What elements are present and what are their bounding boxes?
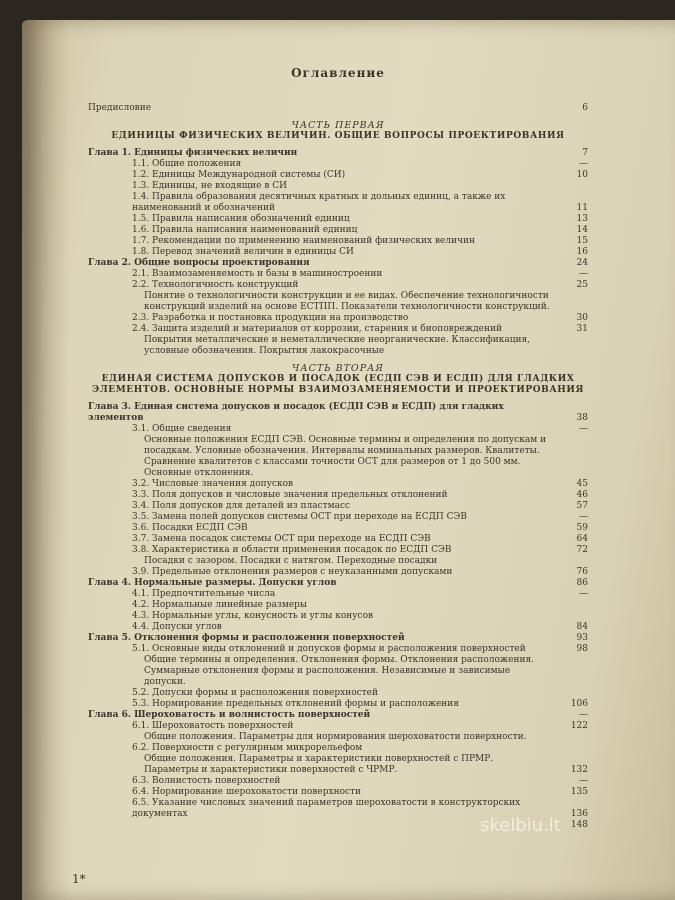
toc-entry-text: 6.1. Шероховатость поверхностей xyxy=(132,721,294,731)
toc-row-sec xyxy=(88,479,588,490)
toc-row-chapter xyxy=(88,402,588,424)
toc-row-sec xyxy=(88,787,588,798)
toc-entry-text: 1.3. Единицы, не входящие в СИ xyxy=(132,181,287,191)
toc-entry-text: Глава 6. Шероховатость и волнистость поверхностей xyxy=(88,710,371,720)
toc-row-sec xyxy=(88,699,588,710)
toc-row-sec xyxy=(88,181,588,192)
toc-entry-text: 3.8. Характеристика и области применения посадок по ЕСДП СЭВ xyxy=(132,545,452,555)
toc-entry-text: 6.4. Нормирование шероховатости поверхности xyxy=(132,787,362,797)
toc-entry-page: 84 xyxy=(576,622,588,632)
toc-entry-text: 1.1. Общие положения xyxy=(132,159,242,169)
toc-row-sec xyxy=(88,743,588,754)
toc-entry-text: 1.6. Правила написания наименований единиц xyxy=(132,225,358,235)
toc-entry-page: — xyxy=(579,710,588,720)
toc-row-sec xyxy=(88,225,588,236)
toc-row-sub xyxy=(88,435,588,479)
toc-row-chapter xyxy=(88,578,588,589)
toc-entry-text: Глава 4. Нормальные размеры. Допуски углов xyxy=(88,578,337,588)
toc-row-sub xyxy=(88,335,588,357)
toc-row-sub xyxy=(88,754,588,776)
toc-entry-page: 93 xyxy=(576,633,588,643)
toc-entry-text: Глава 2. Общие вопросы проектирования xyxy=(88,258,310,268)
toc-row-chapter xyxy=(88,633,588,644)
toc-entry-page: 132 xyxy=(570,765,588,775)
toc-entry-text: 1.4. Правила образования десятичных кратных и дольных единиц, а также их наименований и обозначений xyxy=(132,192,506,213)
toc-entry-page: 13 xyxy=(576,214,588,224)
toc-row-sec xyxy=(88,170,588,181)
toc-entry-page: 38 xyxy=(576,413,588,423)
toc-entry-text: 3.6. Посадки ЕСДП СЭВ xyxy=(132,523,248,533)
toc-entry-page: 16 xyxy=(576,247,588,257)
toc-row-sec xyxy=(88,589,588,600)
toc-entry-page: 98 xyxy=(576,644,588,654)
toc-entry-text: 1.2. Единицы Международной системы (СИ) xyxy=(132,170,346,180)
toc-row-sec xyxy=(88,523,588,534)
toc-entry-page: 76 xyxy=(576,567,588,577)
toc-row-sec xyxy=(88,192,588,214)
toc-row-sec xyxy=(88,512,588,523)
toc-entry-page: — xyxy=(579,159,588,169)
toc-entry-text: 6.2. Поверхности с регулярным микрорельефом xyxy=(132,743,363,753)
toc-row-sub xyxy=(88,732,588,743)
toc-entry-page: — xyxy=(579,424,588,434)
toc-entry-page: 59 xyxy=(576,523,588,533)
toc-row-sub xyxy=(88,556,588,567)
toc-row-preface xyxy=(88,103,588,114)
toc-row-sub xyxy=(88,291,588,313)
toc-entry-page: 46 xyxy=(576,490,588,500)
toc-row-sec xyxy=(88,313,588,324)
toc-entry-page: 64 xyxy=(576,534,588,544)
toc-entry-text: 2.3. Разработка и постановка продукции на производство xyxy=(132,313,409,323)
toc-entry-page: 45 xyxy=(576,479,588,489)
toc-entry-text: Предисловие xyxy=(88,103,152,113)
toc-entry-page: 31 xyxy=(576,324,588,334)
toc-entry-text: 6.3. Волнистость поверхностей xyxy=(132,776,281,786)
toc-row-sec xyxy=(88,688,588,699)
toc-row-chapter xyxy=(88,258,588,269)
toc-entry-text: 2.4. Защита изделий и материалов от коррозии, старения и биоповреждений xyxy=(132,324,502,334)
toc-entry-text: 1.7. Рекомендации по применению наименований физических величин xyxy=(132,236,475,246)
toc-entry-page: 10 xyxy=(576,170,588,180)
toc-entry-text: 4.3. Нормальные углы, конусность и углы конусов xyxy=(132,611,374,621)
toc-row-sec xyxy=(88,280,588,291)
toc-part xyxy=(88,120,588,357)
toc-entry-page: 86 xyxy=(576,578,588,588)
toc-entry-text: Глава 3. Единая система допусков и посадок (ЕСДП СЭВ и ЕСДП) для гладких элементов xyxy=(88,402,504,423)
toc-entry-text: Основные положения ЕСДП СЭВ. Основные термины и определения по допускам и посадкам. Условные обозначения. Интервалы номинальных размеров. Квалитеты. Сравнение квалитетов с классами точности ОСТ для размеров от 1 до 500 мм. Основные отклонения. xyxy=(144,435,547,478)
toc-entry-page: 136 xyxy=(570,809,588,819)
toc-entry-page: 7 xyxy=(582,148,588,158)
toc-entry-page: 148 xyxy=(570,820,588,830)
toc-entry-text: 6.5. Указание числовых значений параметров шероховатости в конструкторских документах xyxy=(132,798,521,819)
toc-entry-text: Покрытия металлические и неметаллические неорганические. Классификация, условные обозначения. Покрытия лакокрасочные xyxy=(144,335,531,356)
toc-row-sec xyxy=(88,721,588,732)
toc-entry-page: 135 xyxy=(570,787,588,797)
toc-entry-page: 15 xyxy=(576,236,588,246)
toc-entry-page: 122 xyxy=(570,721,588,731)
toc-entry-text: 3.2. Числовые значения допусков xyxy=(132,479,294,489)
page-title: Оглавление xyxy=(291,66,385,80)
toc-entry-text: 1.8. Перевод значений величин в единицы СИ xyxy=(132,247,354,257)
page-number: 1* xyxy=(72,872,86,886)
toc-row-sec xyxy=(88,424,588,435)
toc-row-sec xyxy=(88,776,588,787)
toc-entry-text: 3.1. Общие сведения xyxy=(132,424,232,434)
toc-entry-page: — xyxy=(579,776,588,786)
toc-row-sec xyxy=(88,214,588,225)
toc-row-chapter xyxy=(88,148,588,159)
toc-entry-text: 4.1. Предпочтительные числа xyxy=(132,589,276,599)
toc-row-sec xyxy=(88,324,588,335)
toc-entry-text: 5.3. Нормирование предельных отклонений формы и расположения xyxy=(132,699,459,709)
toc-entry-text: 3.5. Замена полей допусков системы ОСТ при переходе на ЕСДП СЭВ xyxy=(132,512,468,522)
toc-row-sec xyxy=(88,236,588,247)
toc-entry-page: — xyxy=(579,269,588,279)
toc-entry-text: 3.4. Поля допусков для деталей из пластмасс xyxy=(132,501,351,511)
part-title: ЕДИНИЦЫ ФИЗИЧЕСКИХ ВЕЛИЧИН. ОБЩИЕ ВОПРОСЫ ПРОЕКТИРОВАНИЯ xyxy=(111,131,565,141)
toc-row-chapter xyxy=(88,710,588,721)
toc-entry-page: 30 xyxy=(576,313,588,323)
part-label: ЧАСТЬ ВТОРАЯ xyxy=(292,363,384,374)
toc-part xyxy=(88,363,588,820)
toc-entry-text: 2.1. Взаимозаменяемость и базы в машиностроении xyxy=(132,269,383,279)
toc-entry-text: Понятие о технологичности конструкции и ее видах. Обеспечение технологичности конструкций изделий на основе ЕСТПП. Показатели технологичности конструкций. xyxy=(144,291,550,312)
toc-row-sec xyxy=(88,159,588,170)
toc-entry-page: 57 xyxy=(576,501,588,511)
toc-entry-page: 14 xyxy=(576,225,588,235)
toc-entry-text: 3.7. Замена посадок системы ОСТ при переходе на ЕСДП СЭВ xyxy=(132,534,431,544)
toc-entry-text: 3.3. Поля допусков и числовые значения предельных отклонений xyxy=(132,490,448,500)
toc-entry-page: 11 xyxy=(576,203,588,213)
toc-entry-text: Общие термины и определения. Отклонения формы. Отклонения расположения. Суммарные отклонения формы и расположения. Независимые и зависимые допуски. xyxy=(144,655,535,687)
part-title: ЕДИНАЯ СИСТЕМА ДОПУСКОВ И ПОСАДОК (ЕСДП СЭВ И ЕСДП) ДЛЯ ГЛАДКИХ ЭЛЕМЕНТОВ. ОСНОВНЫЕ НОРМЫ ВЗАИМОЗАМЕНЯЕМОСТИ И ПРОЕКТИРОВАНИЯ xyxy=(91,374,585,395)
toc-entry-text: 2.2. Технологичность конструкций xyxy=(132,280,299,290)
toc-row-sec xyxy=(88,545,588,556)
toc-entry-text: 5.1. Основные виды отклонений и допусков формы и расположения поверхностей xyxy=(132,644,526,654)
toc-row-sec xyxy=(88,501,588,512)
toc-entry-text: Посадки с зазором. Посадки с натягом. Переходные посадки xyxy=(144,556,438,566)
toc-row-sec xyxy=(88,490,588,501)
toc-row-sec xyxy=(88,622,588,633)
toc-entry-page: 6 xyxy=(582,103,588,113)
toc-row-sec xyxy=(88,644,588,655)
toc-entry-text: Глава 5. Отклонения формы и расположения поверхностей xyxy=(88,633,405,643)
toc-row-sec xyxy=(88,247,588,258)
toc-row-sec xyxy=(88,567,588,578)
toc-entry-text: 4.2. Нормальные линейные размеры xyxy=(132,600,308,610)
toc-entry-text: Общие положения. Параметры и характеристики поверхностей с ПРМР. Параметры и характеристики поверхностей с ЧРМР. xyxy=(144,754,494,775)
toc-row-sec xyxy=(88,269,588,280)
toc-row-sec xyxy=(88,534,588,545)
toc-entry-page: 24 xyxy=(576,258,588,268)
toc-entry-page: 106 xyxy=(570,699,588,709)
part-label: ЧАСТЬ ПЕРВАЯ xyxy=(291,120,385,131)
toc-entry-text: Глава 1. Единицы физических величин xyxy=(88,148,298,158)
toc-entry-page: 72 xyxy=(576,545,588,555)
toc-entry-page: — xyxy=(579,589,588,599)
toc-row-sec xyxy=(88,611,588,622)
watermark: skelbiu.lt xyxy=(480,815,561,836)
book-gutter xyxy=(22,20,70,900)
toc-entry-text: 1.5. Правила написания обозначений единиц xyxy=(132,214,350,224)
toc-entry-text: Общие положения. Параметры для нормирования шероховатости поверхности. xyxy=(144,732,527,742)
parts-container xyxy=(88,120,588,820)
table-of-contents xyxy=(88,60,588,831)
toc-entry-page: 25 xyxy=(576,280,588,290)
toc-entry-text: 3.9. Предельные отклонения размеров с неуказанными допусками xyxy=(132,567,453,577)
toc-entry-text: 5.2. Допуски формы и расположения поверхностей xyxy=(132,688,378,698)
toc-row-sub xyxy=(88,655,588,688)
toc-row-sec xyxy=(88,600,588,611)
toc-entry-page: — xyxy=(579,512,588,522)
toc-entry-text: 4.4. Допуски углов xyxy=(132,622,222,632)
